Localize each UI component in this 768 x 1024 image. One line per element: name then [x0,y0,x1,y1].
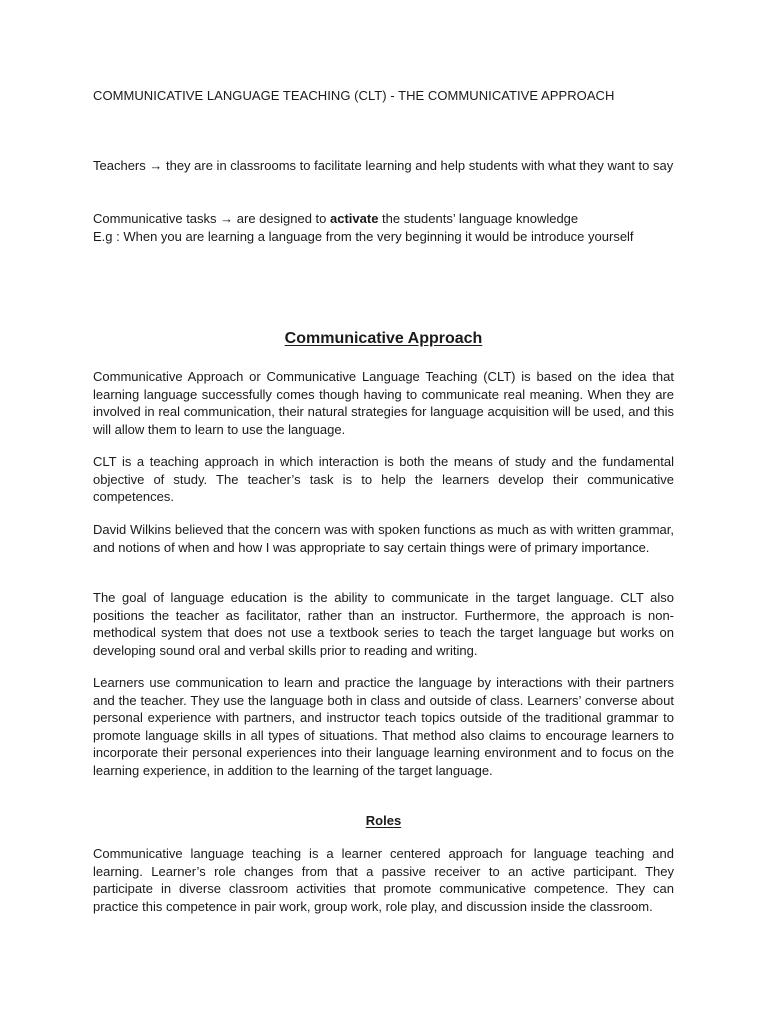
paragraph-approach-1: Communicative Approach or Communicative Language Teaching (CLT) is based on the idea that learning language successfully comes though having to communicate real meaning. When they are involved in real communication, their natural strategies for language acquisition will be used, and this will allow them to learn to use the language. [93,369,674,437]
tasks-bold-word: activate [330,211,379,226]
heading-communicative-approach: Communicative Approach [284,330,483,347]
tasks-suffix-text: the students’ language knowledge [378,211,579,226]
paragraph-approach-5: Learners use communication to learn and practice the language by interactions with their partners and the teacher. They use the language both in class and outside of class. Learners’ converse about personal experience with partners, and instructor teach topics outside of the traditional grammar to promote language skills in all types of situations. That method also claims to encourage learners to incorporate their personal experiences into their language learning environment and to focus on the learning experience, in addition to the learning of the target language. [93,675,674,778]
heading-roles: Roles [365,813,402,828]
paragraph-approach-4: The goal of language education is the ability to communicate in the target language. CLT also positions the teacher as facilitator, rather than an instructor. Furthermore, the approach is non-methodical system that does not use a textbook series to teach the target language but works on developing sound oral and verbal skills prior to reading and writing. [93,590,674,658]
note-teachers: Teachers → they are in classrooms to facilitate learning and help students with what they want to say [93,158,674,173]
note-communicative-tasks [93,210,674,246]
tasks-prefix-text: Communicative tasks → are designed to [93,211,330,226]
paragraph-approach-3: David Wilkins believed that the concern was with spoken functions as much as with written grammar, and notions of when and how I was appropriate to say certain things were of primary importance. [93,522,674,555]
document-title: COMMUNICATIVE LANGUAGE TEACHING (CLT) - THE COMMUNICATIVE APPROACH [93,88,615,103]
note-example: E.g : When you are learning a language from the very beginning it would be introduce yourself [93,229,634,244]
paragraph-approach-2: CLT is a teaching approach in which interaction is both the means of study and the fundamental objective of study. The teacher’s task is to help the learners develop their communicative competences. [93,454,674,505]
paragraph-roles-1: Communicative language teaching is a learner centered approach for language teaching and learning. Learner’s role changes from that a passive receiver to an active participant. They participate in diverse classroom activities that promote communicative competence. They can practice this competence in pair work, group work, role play, and discussion inside the classroom. [93,846,674,914]
